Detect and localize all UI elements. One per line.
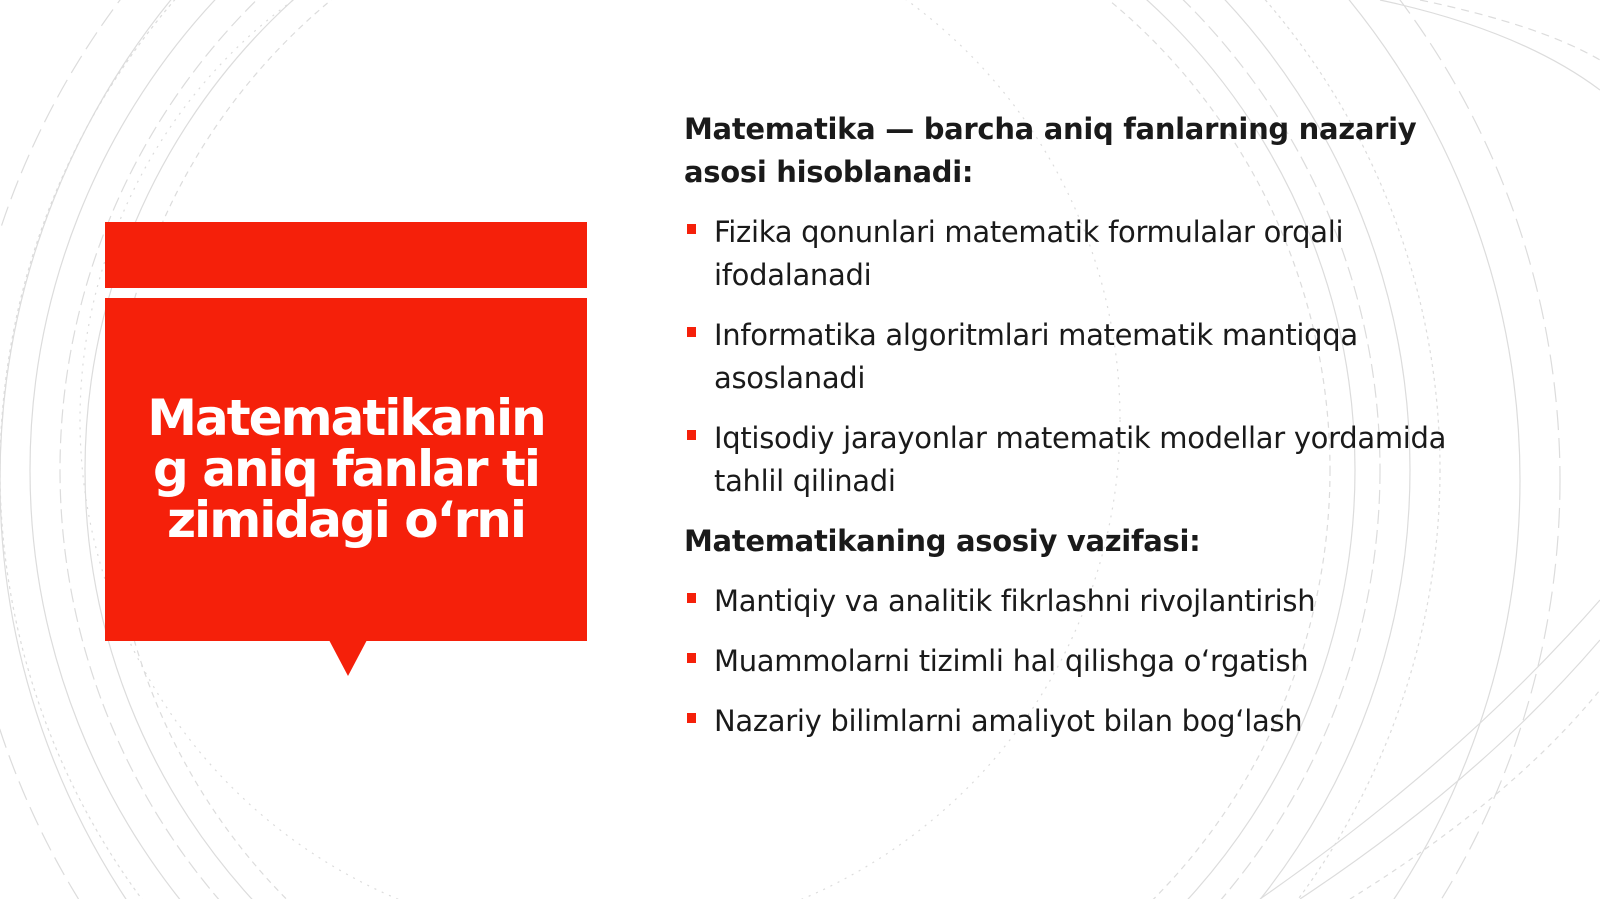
bullet-item — [684, 700, 1504, 743]
section-heading-1: Matematika — barcha aniq fanlarning nazariy asosi hisoblanadi: — [684, 112, 1417, 189]
bullet-list-2 — [684, 580, 1504, 743]
bullet-square-icon — [687, 593, 696, 603]
bullet-square-icon — [687, 653, 696, 663]
bullet-text: Mantiqiy va analitik fikrlashni rivojlantirish — [714, 584, 1316, 618]
bullet-square-icon — [687, 224, 696, 234]
bullet-text: Fizika qonunlari matematik formulalar orqali ifodalanadi — [714, 215, 1344, 292]
bullet-square-icon — [687, 430, 696, 440]
slide-title: Matematikaning aniq fanlar tizimidagi o‘rni — [147, 389, 545, 549]
bullet-text: Nazariy bilimlarni amaliyot bilan bog‘lash — [714, 704, 1303, 738]
bullet-text: Muammolarni tizimli hal qilishga o‘rgatish — [714, 644, 1309, 678]
bullet-text: Iqtisodiy jarayonlar matematik modellar yordamida tahlil qilinadi — [714, 421, 1447, 498]
slide-content — [684, 108, 1504, 743]
bullet-item — [684, 211, 1504, 297]
bullet-item — [684, 640, 1504, 683]
bullet-item — [684, 314, 1504, 400]
bullet-text: Informatika algoritmlari matematik mantiqqa asoslanadi — [714, 318, 1358, 395]
title-accent-bar — [105, 222, 587, 288]
callout-pointer — [329, 640, 367, 676]
bullet-item — [684, 580, 1504, 623]
bullet-square-icon — [687, 327, 696, 337]
bullet-list-1 — [684, 211, 1504, 503]
bullet-item — [684, 417, 1504, 503]
section-heading-2: Matematikaning asosiy vazifasi: — [684, 524, 1201, 558]
title-callout-box — [105, 298, 587, 641]
bullet-square-icon — [687, 713, 696, 723]
